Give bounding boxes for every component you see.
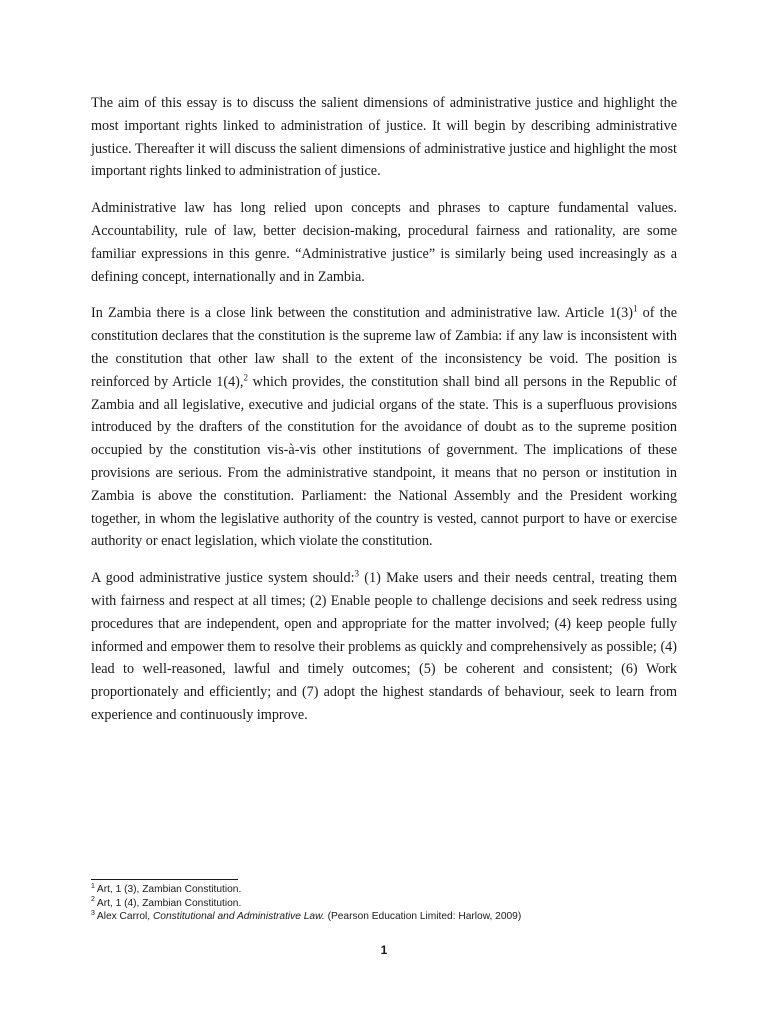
footnote-text: Alex Carrol, [96,911,153,922]
paragraph-text: In Zambia there is a close link between the constitution and administrative law. Article 1(3) [91,305,633,322]
footnote-3 [91,910,677,924]
footnote-2 [91,897,677,911]
paragraph-text: (1) Make users and their needs central, treating them with fairness and respect at all times; (2) Enable people to challenge decisions and seek redress using procedures that are independent, open and appropriate for the matter involved; (4) keep people fully informed and empower them to resolve their problems as quickly and comprehensively as possible; (4) lead to well-reasoned, lawful and timely outcomes; (5) be coherent and consistent; (6) Work proportionately and efficiently; and (7) adopt the highest standards of behaviour, seek to learn from experience and continuously improve. [91,570,677,723]
page-number: 1 [380,943,388,957]
paragraph-good-system [91,567,677,727]
paragraph-text: of the constitution declares that the constitution is the supreme law of Zambia: if any law is inconsistent with the constitution that other law shall to the extent of the inconsistency be void. The position is reinforced by Article 1(4), [91,305,677,390]
footnote-separator [91,879,238,880]
paragraph-zambia-constitution [91,302,677,553]
footnote-book-title: Constitutional and Administrative Law. [152,911,325,922]
paragraph-text: which provides, the constitution shall bind all persons in the Republic of Zambia and all legislative, executive and judicial organs of the state. This is a superfluous provisions introduced by the drafters of the constitution for the avoidance of doubt as to the supreme position occupied by the constitution vis-à-vis other institutions of government. The implications of these provisions are serious. From the administrative standpoint, it means that no person or institution in Zambia is above the constitution. Parliament: the National Assembly and the President working together, in whom the legislative authority of the country is vested, cannot purport to have or exercise authority or enact legislation, which violate the constitution. [91,373,677,550]
footnotes [91,883,677,924]
footnote-ref-3[interactable]: 3 [354,568,360,579]
footnote-number: 3 [91,909,95,917]
footnote-text: Art, 1 (4), Zambian Constitution. [96,897,242,909]
footnote-text: (Pearson Education Limited: Harlow, 2009) [324,911,522,922]
paragraph-intro: The aim of this essay is to discuss the salient dimensions of administrative justice and highlight the most important rights linked to administration of justice. It will begin by describing administrative justice. Thereafter it will discuss the salient dimensions of administrative justice and highlight the most important rights linked to administration of justice. [91,95,677,180]
footnote-1 [91,883,677,897]
document-body [91,92,677,741]
footnote-number: 1 [91,882,95,890]
footnote-number: 2 [91,896,95,904]
footnote-ref-1[interactable]: 1 [632,303,638,314]
paragraph-administrative-law: Administrative law has long relied upon concepts and phrases to capture fundamental values. Accountability, rule of law, better decision-making, procedural fairness and rationality, are some familiar expressions in this genre. “Administrative justice” is similarly being used increasingly as a defining concept, internationally and in Zambia. [91,200,677,285]
footnote-ref-2[interactable]: 2 [243,372,248,383]
paragraph-text: A good administrative justice system should: [91,570,355,587]
footnote-text: Art, 1 (3), Zambian Constitution. [96,884,242,895]
